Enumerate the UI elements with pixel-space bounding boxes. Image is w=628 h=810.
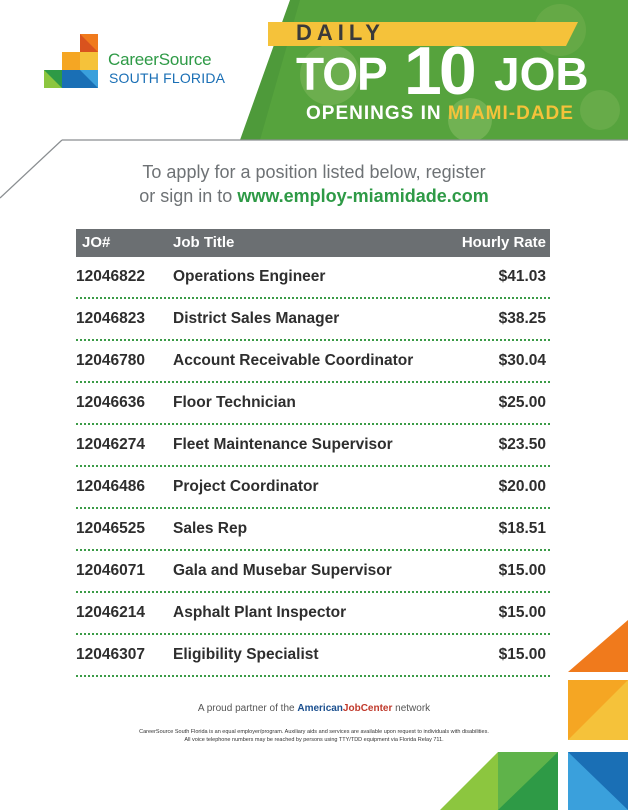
row-title: Account Receivable Coordinator xyxy=(173,352,414,369)
brand-name-line1: CareerSource xyxy=(108,50,212,69)
row-rate: $18.51 xyxy=(498,520,546,537)
row-title: Asphalt Plant Inspector xyxy=(173,604,347,621)
top-label: TOP xyxy=(296,48,387,100)
table-row xyxy=(76,593,550,635)
row-title: District Sales Manager xyxy=(173,310,340,327)
row-rate: $20.00 xyxy=(498,478,546,495)
row-rate: $30.04 xyxy=(498,352,546,369)
ajc-logo-jobcenter: JobCenter xyxy=(342,703,393,714)
row-jo: 12046307 xyxy=(76,646,145,663)
partner-line xyxy=(0,703,628,714)
brand-name-line2: SOUTH FLORIDA xyxy=(109,70,226,86)
ten-label: 10 xyxy=(404,33,474,109)
table-row xyxy=(76,551,550,593)
row-title: Fleet Maintenance Supervisor xyxy=(173,436,393,453)
apply-instructions xyxy=(0,160,628,208)
row-title: Gala and Musebar Supervisor xyxy=(173,562,392,579)
jobs-table xyxy=(76,229,550,677)
daily-label: DAILY xyxy=(296,20,385,45)
table-row xyxy=(76,257,550,299)
row-jo: 12046214 xyxy=(76,604,145,621)
table-row xyxy=(76,383,550,425)
header-rate: Hourly Rate xyxy=(461,234,546,251)
openings-prefix: OPENINGS IN xyxy=(306,103,448,124)
row-title: Operations Engineer xyxy=(173,268,326,285)
row-rate: $15.00 xyxy=(498,646,546,663)
row-jo: 12046780 xyxy=(76,352,145,369)
row-title: Project Coordinator xyxy=(173,478,319,495)
row-jo: 12046274 xyxy=(76,436,145,453)
intro-line2-prefix: or sign in to xyxy=(139,186,238,206)
table-header xyxy=(76,229,550,257)
intro-line1: To apply for a position listed below, register xyxy=(142,162,486,182)
intro-line2 xyxy=(0,184,628,208)
row-title: Sales Rep xyxy=(173,520,248,537)
table-row xyxy=(76,299,550,341)
header-title: Job Title xyxy=(173,234,235,251)
table-row xyxy=(76,341,550,383)
job-label: JOB xyxy=(494,48,589,100)
table-row xyxy=(76,425,550,467)
table-row xyxy=(76,509,550,551)
row-jo: 12046822 xyxy=(76,268,145,285)
row-rate: $15.00 xyxy=(498,562,546,579)
row-jo: 12046636 xyxy=(76,394,145,411)
row-rate: $25.00 xyxy=(498,394,546,411)
table-row xyxy=(76,635,550,677)
ajc-logo-american: American xyxy=(297,703,343,714)
row-jo: 12046486 xyxy=(76,478,145,495)
location-label: MIAMI-DADE xyxy=(447,103,574,124)
disclaimer-line2: All voice telephone numbers may be reached by persons using TTY/TDD equipment via Florida Relay 711. xyxy=(184,737,444,743)
partner-prefix: A proud partner of the xyxy=(197,703,298,714)
row-title: Eligibility Specialist xyxy=(173,646,319,663)
header xyxy=(0,0,628,140)
openings-label xyxy=(306,103,574,125)
row-jo: 12046525 xyxy=(76,520,145,537)
row-jo: 12046823 xyxy=(76,310,145,327)
row-jo: 12046071 xyxy=(76,562,145,579)
employ-miamidade-link[interactable]: www.employ-miamidade.com xyxy=(237,186,489,206)
row-title: Floor Technician xyxy=(173,394,296,411)
disclaimer-line1: CareerSource South Florida is an equal employer/program. Auxiliary aids and services are available upon request to individuals with disabilities. xyxy=(139,729,489,735)
header-jo: JO# xyxy=(82,234,111,251)
table-row xyxy=(76,467,550,509)
row-rate: $15.00 xyxy=(498,604,546,621)
row-rate: $41.03 xyxy=(498,268,546,285)
disclaimer xyxy=(70,728,558,744)
row-rate: $38.25 xyxy=(498,310,546,327)
partner-suffix: network xyxy=(392,703,431,714)
row-rate: $23.50 xyxy=(498,436,546,453)
